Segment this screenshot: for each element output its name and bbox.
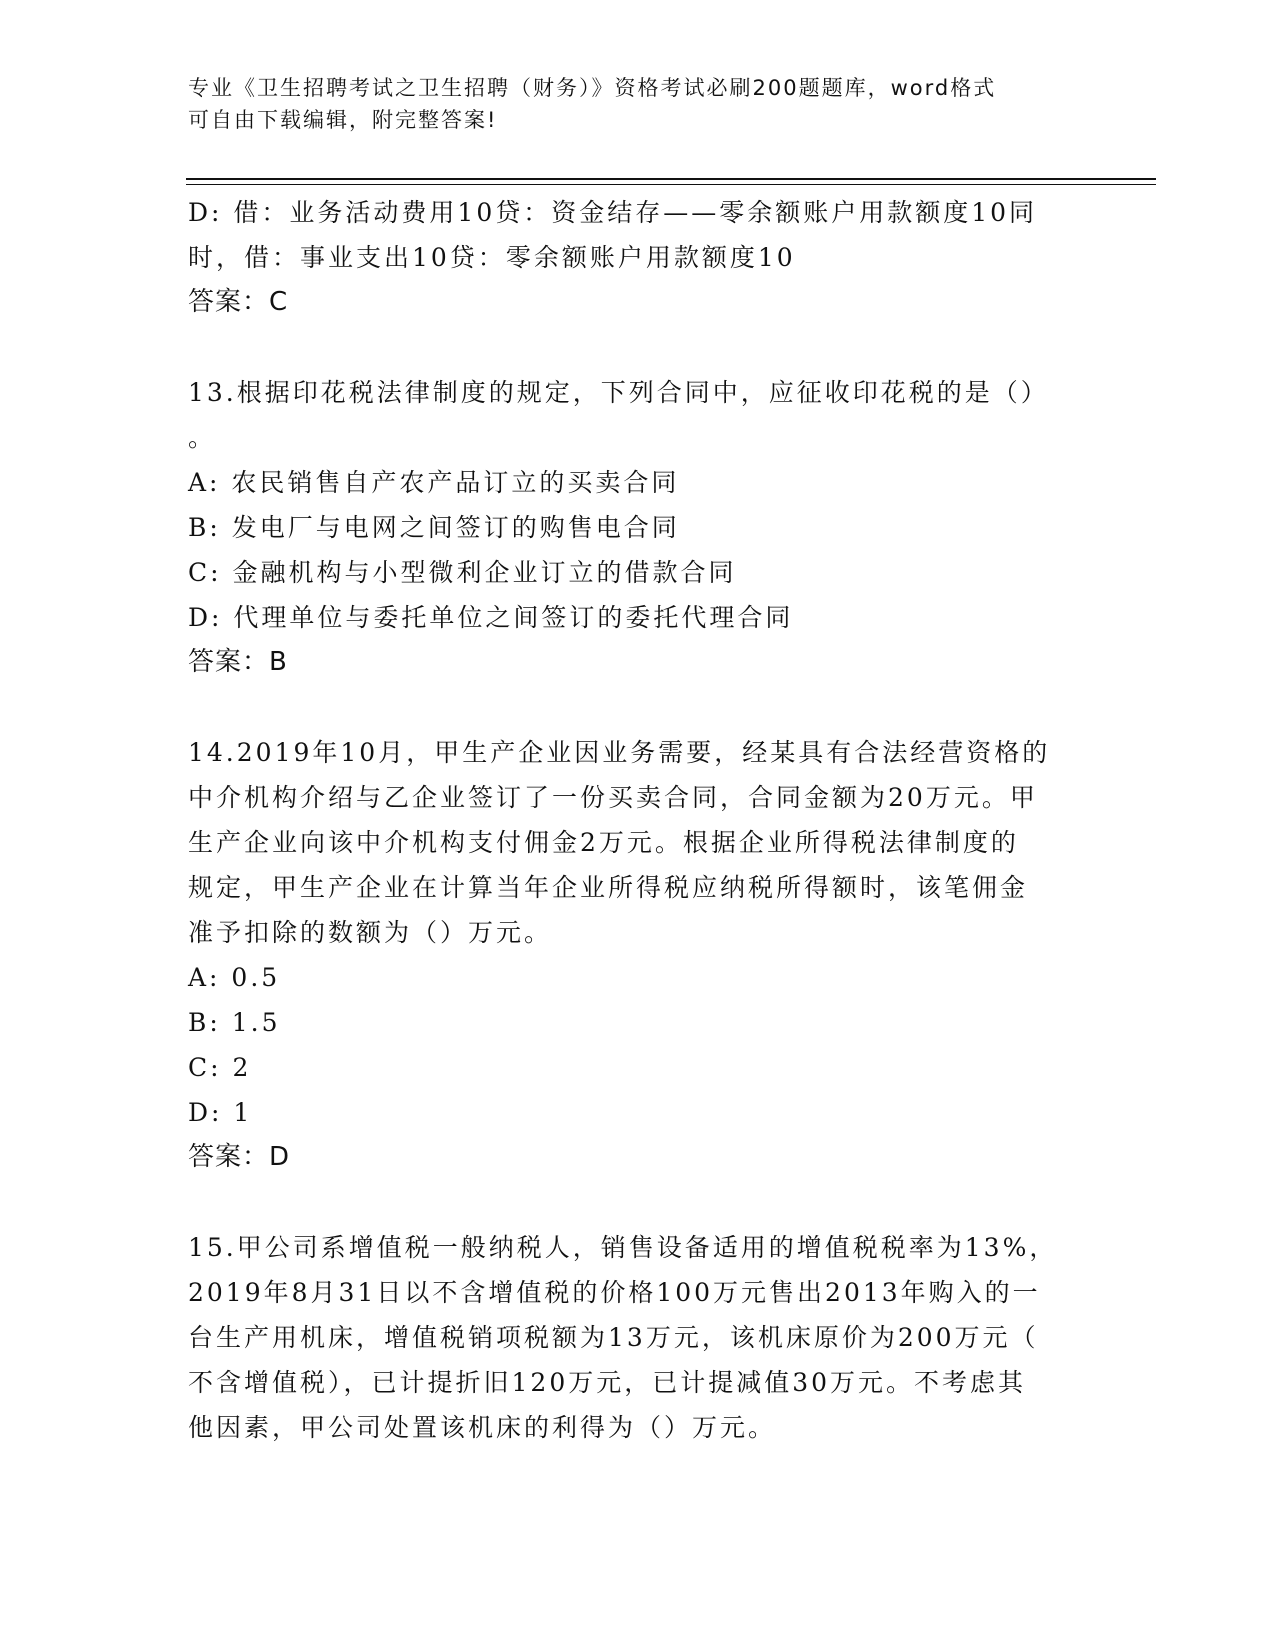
question-text-line: 不含增值税），已计提折旧120万元，已计提减值30万元。不考虑其 [188,1368,1027,1397]
previous-question-tail [188,190,1088,325]
option-b: B: 1.5 [188,1008,281,1037]
question-text-line: 中介机构介绍与乙企业签订了一份买卖合同，合同金额为20万元。甲 [188,783,1038,812]
question-text-line: 准予扣除的数额为（）万元。 [188,918,553,947]
spacer [188,325,1088,370]
document-body [188,190,1088,1450]
question-text-line: 台生产用机床，增值税销项税额为13万元，该机床原价为200万元（ [188,1323,1039,1352]
document-header [188,72,1068,136]
answer-line: 答案：D [188,1142,291,1172]
question-text-line: 。 [188,423,217,452]
header-title-line-2: 可自由下载编辑，附完整答案! [188,108,498,132]
option-c: C: 2 [188,1053,252,1082]
header-title-line-1: 专业《卫生招聘考试之卫生招聘（财务）》资格考试必刷200题题库，word格式 [188,76,997,100]
spacer [188,1180,1088,1225]
answer-line: 答案：B [188,647,288,677]
option-b: B: 发电厂与电网之间签订的购售电合同 [188,513,680,542]
question-14 [188,730,1088,1180]
question-text-line: 生产企业向该中介机构支付佣金2万元。根据企业所得税法律制度的 [188,828,1019,857]
option-c: C: 金融机构与小型微利企业订立的借款合同 [188,558,737,587]
option-a: A: 0.5 [188,963,281,992]
option-d-line-2: 时，借：事业支出10贷：零余额账户用款额度10 [188,243,796,272]
question-text-line: 13.根据印花税法律制度的规定，下列合同中，应征收印花税的是（） [188,378,1049,407]
spacer [188,685,1088,730]
answer-line: 答案：C [188,287,289,317]
option-d: D: 代理单位与委托单位之间签订的委托代理合同 [188,603,794,632]
question-13 [188,370,1088,685]
header-divider-thick [186,178,1156,180]
question-text-line: 14.2019年10月，甲生产企业因业务需要，经某具有合法经营资格的 [188,738,1051,767]
question-text-line: 他因素，甲公司处置该机床的利得为（）万元。 [188,1413,777,1442]
header-divider-thin [186,184,1156,185]
option-d-line-1: D: 借：业务活动费用10贷：资金结存——零余额账户用款额度10同 [188,198,1038,227]
question-15 [188,1225,1088,1450]
option-d: D: 1 [188,1098,253,1127]
question-text-line: 2019年8月31日以不含增值税的价格100万元售出2013年购入的一 [188,1278,1041,1307]
option-a: A: 农民销售自产农产品订立的买卖合同 [188,468,680,497]
question-text-line: 规定，甲生产企业在计算当年企业所得税应纳税所得额时，该笔佣金 [188,873,1029,902]
question-text-line: 15.甲公司系增值税一般纳税人，销售设备适用的增值税税率为13%， [188,1233,1058,1262]
